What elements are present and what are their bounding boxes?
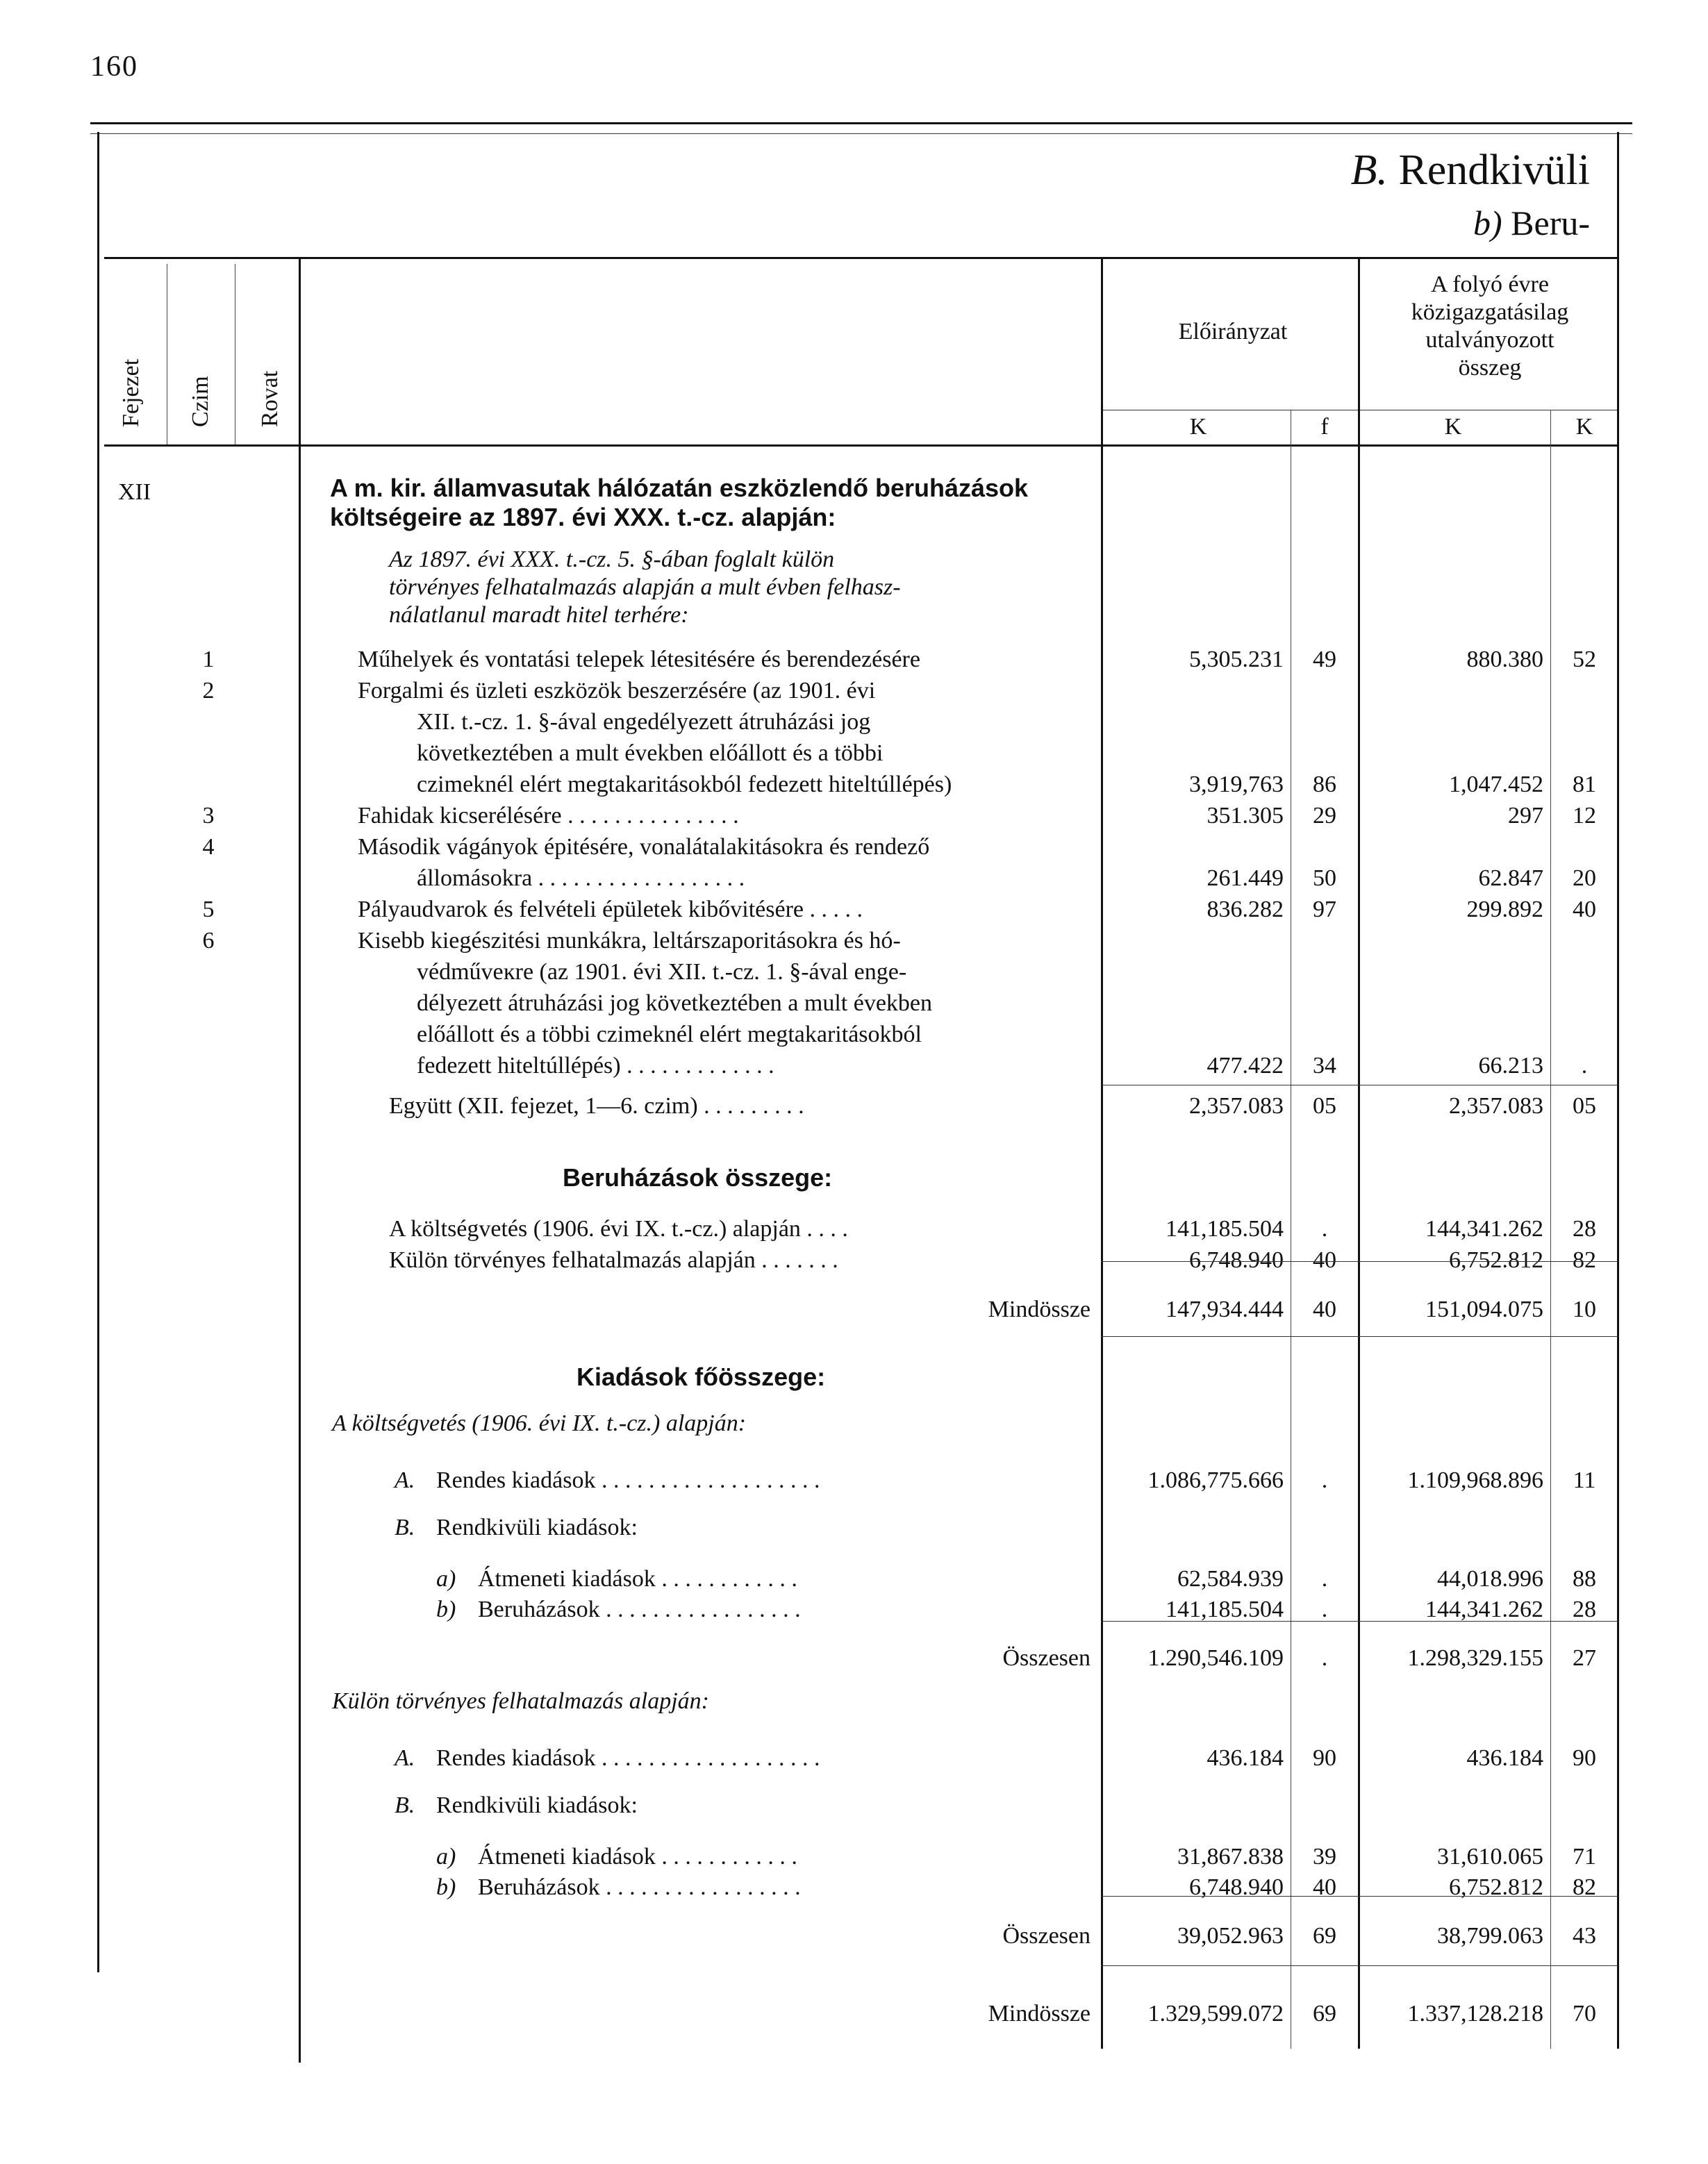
- col-rule-folyo: [1358, 257, 1360, 2049]
- beruhazasok-label: Külön törvényes felhatalmazás alapján . . . . . . .: [389, 1247, 838, 1273]
- value-eloiranyzat-f: .: [1321, 1467, 1328, 1493]
- value-folyo-f: 40: [1573, 897, 1596, 922]
- value-folyo-k: 62.847: [1478, 865, 1543, 891]
- unit-k3: K: [1575, 414, 1593, 440]
- value-eloiranyzat-f: 39: [1313, 1844, 1336, 1870]
- value-folyo-f: 82: [1573, 1874, 1596, 1900]
- section-note-l3: nálatlanul maradt hitel terhére:: [389, 602, 689, 628]
- value-eloiranyzat-f: 86: [1313, 772, 1336, 797]
- col-rule-eloiranyzat: [1101, 257, 1103, 2049]
- item-text: XII. t.-cz. 1. §-ával engedélyezett átruházási jog: [417, 709, 871, 735]
- value-folyo-f: 28: [1573, 1216, 1596, 1242]
- value-eloiranyzat-f: .: [1321, 1216, 1328, 1242]
- letter-a: A.: [395, 1745, 415, 1771]
- section-note-l2: törvényes felhatalmazás alapján a mult évben felhasz-: [389, 574, 901, 600]
- rendes-label: Rendes kiadások . . . . . . . . . . . . . . . . . . .: [436, 1745, 820, 1771]
- value-folyo-f: 71: [1573, 1844, 1596, 1870]
- unit-f1: f: [1320, 414, 1329, 440]
- letter-a: A.: [395, 1467, 415, 1493]
- value-eloiranyzat-f: 29: [1313, 803, 1336, 829]
- value-folyo-k: 66.213: [1478, 1053, 1543, 1079]
- value-eloiranyzat-f: 49: [1313, 647, 1336, 672]
- sum-rule-6: [1101, 1965, 1618, 1966]
- section-note-l1: Az 1897. évi XXX. t.-cz. 5. §-ában foglalt külön: [389, 547, 835, 572]
- value-eloiranyzat-k: 477.422: [1207, 1053, 1284, 1079]
- section-heading-l2: költségeire az 1897. évi XXX. t.-cz. alapján:: [330, 503, 836, 531]
- header-top-rule: [104, 257, 1618, 259]
- letter-b-small: b): [436, 1874, 456, 1900]
- left-border: [97, 132, 99, 1972]
- value-folyo-f: 88: [1573, 1566, 1596, 1592]
- value-eloiranyzat-k: 62,584.939: [1177, 1566, 1284, 1592]
- value-folyo-k: 1.109,968.896: [1407, 1467, 1543, 1493]
- page-subtitle: [1473, 203, 1590, 243]
- item-text: Forgalmi és üzleti eszközök beszerzésére (az 1901. évi: [358, 678, 876, 704]
- value-folyo-f: 12: [1573, 803, 1596, 829]
- czim-number: 1: [202, 647, 215, 672]
- osszesen-label: Összesen: [1002, 1645, 1091, 1671]
- header-fejezet: Fejezet: [118, 358, 144, 427]
- header-bottom-rule: [104, 444, 1618, 447]
- item-text: Pályaudvarok és felvételi épületek kibővitésére . . . . .: [358, 897, 863, 922]
- koltsegvetes-title: A költségvetés (1906. évi IX. t.-cz.) alapján:: [332, 1410, 747, 1436]
- value-eloiranyzat-k: 836.282: [1207, 897, 1284, 922]
- rendkivuli-label: Rendkivüli kiadások:: [436, 1515, 638, 1540]
- item-text: előállott és a többi czimeknél elért megtakaritásokból: [417, 1022, 922, 1047]
- kiadasok-heading: Kiadások főösszege:: [577, 1363, 826, 1391]
- item-text: Műhelyek és vontatási telepek létesitésére és berendezésére: [358, 647, 920, 672]
- header-folyo: [1361, 271, 1618, 382]
- top-rule-thin: [90, 133, 1632, 134]
- czim-number: 3: [202, 803, 215, 829]
- item-text: következtében a mult években előállott és a többi: [417, 740, 884, 766]
- value-folyo-f: 10: [1573, 1297, 1596, 1322]
- value-folyo-f: 82: [1573, 1247, 1596, 1273]
- item-text: délyezett átruházási jog következtében a mult években: [417, 990, 933, 1016]
- col-rule-ff: [1550, 410, 1551, 2049]
- value-eloiranyzat-f: 40: [1313, 1247, 1336, 1273]
- value-eloiranyzat-f: 90: [1313, 1745, 1336, 1771]
- atmeneti-label: Átmeneti kiadások . . . . . . . . . . . .: [478, 1566, 797, 1592]
- unit-k1: K: [1189, 414, 1207, 440]
- value-folyo-k: 151,094.075: [1425, 1297, 1543, 1322]
- value-eloiranyzat-f: 50: [1313, 865, 1336, 891]
- value-eloiranyzat-f: 69: [1313, 1923, 1336, 1949]
- value-eloiranyzat-k: 261.449: [1207, 865, 1284, 891]
- header-folyo-l3: utalványozott: [1425, 327, 1554, 353]
- value-eloiranyzat-k: 436.184: [1207, 1745, 1284, 1771]
- value-eloiranyzat-f: 05: [1313, 1093, 1336, 1119]
- value-folyo-f: 90: [1573, 1745, 1596, 1771]
- item-text: állomásokra . . . . . . . . . . . . . . . . . .: [417, 865, 745, 891]
- page-title: [1351, 146, 1590, 195]
- letter-a-small: a): [436, 1844, 456, 1870]
- top-rule: [90, 122, 1632, 124]
- item-text: fedezett hiteltúllépés) . . . . . . . . . . . . .: [417, 1053, 774, 1079]
- value-eloiranyzat-k: 141,185.504: [1166, 1597, 1284, 1622]
- fejezet-number: XII: [118, 479, 151, 505]
- value-folyo-f: 20: [1573, 865, 1596, 891]
- value-eloiranyzat-k: 39,052.963: [1177, 1923, 1284, 1949]
- value-folyo-f: .: [1581, 1053, 1588, 1079]
- value-folyo-f: 43: [1573, 1923, 1596, 1949]
- title-letter: B.: [1350, 147, 1388, 194]
- value-folyo-k: 38,799.063: [1437, 1923, 1543, 1949]
- value-eloiranyzat-k: 1.329,599.072: [1147, 2001, 1284, 2026]
- value-eloiranyzat-k: 5,305.231: [1189, 647, 1284, 672]
- value-folyo-k: 1.298,329.155: [1407, 1645, 1543, 1671]
- value-eloiranyzat-k: 3,919,763: [1189, 772, 1284, 797]
- value-eloiranyzat-k: 1.086,775.666: [1147, 1467, 1284, 1493]
- value-folyo-f: 81: [1573, 772, 1596, 797]
- value-folyo-k: 2,357.083: [1449, 1093, 1543, 1119]
- letter-b: B.: [395, 1792, 415, 1818]
- beruhazas-label: Beruházások . . . . . . . . . . . . . . . . .: [478, 1597, 801, 1622]
- value-folyo-f: 70: [1573, 2001, 1596, 2026]
- section-note: [389, 546, 901, 629]
- value-eloiranyzat-f: 40: [1313, 1297, 1336, 1322]
- value-eloiranyzat-f: .: [1321, 1597, 1328, 1622]
- header-czim: Czim: [188, 376, 213, 427]
- value-folyo-f: 52: [1573, 647, 1596, 672]
- section-heading-l1: A m. kir. államvasutak hálózatán eszközlendő beruházások: [330, 474, 1029, 502]
- value-eloiranyzat-k: 351.305: [1207, 803, 1284, 829]
- header-folyo-l1: A folyó évre: [1431, 272, 1549, 297]
- value-eloiranyzat-f: .: [1321, 1645, 1328, 1671]
- czim-number: 6: [202, 928, 215, 954]
- value-folyo-k: 1,047.452: [1449, 772, 1543, 797]
- value-folyo-k: 144,341.262: [1425, 1597, 1543, 1622]
- czim-number: 4: [202, 834, 215, 860]
- value-folyo-k: 31,610.065: [1437, 1844, 1543, 1870]
- mindossze-label: Mindössze: [988, 2001, 1091, 2026]
- mindossze-label: Mindössze: [988, 1297, 1091, 1322]
- value-folyo-k: 6,752.812: [1449, 1247, 1543, 1273]
- value-folyo-k: 44,018.996: [1437, 1566, 1543, 1592]
- value-eloiranyzat-f: 97: [1313, 897, 1336, 922]
- value-folyo-k: 6,752.812: [1449, 1874, 1543, 1900]
- value-folyo-f: 27: [1573, 1645, 1596, 1671]
- header-eloiranyzat: Előirányzat: [1178, 319, 1288, 344]
- value-folyo-k: 1.337,128.218: [1407, 2001, 1543, 2026]
- subtitle-letter: b): [1473, 203, 1502, 242]
- value-eloiranyzat-k: 6,748.940: [1189, 1247, 1284, 1273]
- value-folyo-f: 11: [1573, 1467, 1596, 1493]
- letter-a-small: a): [436, 1566, 456, 1592]
- sum-rule-2: [1101, 1261, 1618, 1262]
- beruhazasok-heading: Beruházások összege:: [563, 1163, 833, 1192]
- item-text: Kisebb kiegészitési munkákra, leltárszaporitásokra és hó-: [358, 928, 901, 954]
- header-folyo-l2: közigazgatásilag: [1411, 299, 1569, 325]
- value-eloiranyzat-k: 1.290,546.109: [1147, 1645, 1284, 1671]
- item-text: védműveĸre (az 1901. évi XII. t.-cz. 1. §-ával enge-: [417, 959, 907, 985]
- item-text: czimeknél elért megtakaritásokból fedezett hiteltúllépés): [417, 772, 952, 797]
- header-rovat: Rovat: [257, 370, 283, 427]
- atmeneti-label: Átmeneti kiadások . . . . . . . . . . . .: [478, 1844, 797, 1870]
- rendes-label: Rendes kiadások . . . . . . . . . . . . . . . . . . .: [436, 1467, 820, 1493]
- item-text: Második vágányok épitésére, vonalátalakitásokra és rendező: [358, 834, 930, 860]
- sum-rule-4: [1101, 1621, 1618, 1622]
- osszesen-label: Összesen: [1002, 1923, 1091, 1949]
- rendkivuli-label: Rendkivüli kiadások:: [436, 1792, 638, 1818]
- item-text: Fahidak kicserélésére . . . . . . . . . . . . . . .: [358, 803, 739, 829]
- beruhazasok-label: A költségvetés (1906. évi IX. t.-cz.) alapján . . . .: [389, 1216, 848, 1242]
- value-eloiranyzat-f: 40: [1313, 1874, 1336, 1900]
- section-heading: [330, 474, 1028, 532]
- letter-b-small: b): [436, 1597, 456, 1622]
- value-folyo-k: 880.380: [1466, 647, 1543, 672]
- beruhazas-label: Beruházások . . . . . . . . . . . . . . . . .: [478, 1874, 801, 1900]
- value-eloiranyzat-f: 34: [1313, 1053, 1336, 1079]
- value-eloiranyzat-f: 69: [1313, 2001, 1336, 2026]
- value-eloiranyzat-k: 6,748.940: [1189, 1874, 1284, 1900]
- czim-number: 2: [202, 678, 215, 704]
- subtitle-text: Beru-: [1511, 203, 1590, 242]
- value-folyo-k: 299.892: [1466, 897, 1543, 922]
- value-folyo-k: 436.184: [1466, 1745, 1543, 1771]
- unit-k2: K: [1444, 414, 1462, 440]
- value-eloiranyzat-k: 147,934.444: [1166, 1297, 1284, 1322]
- value-eloiranyzat-k: 141,185.504: [1166, 1216, 1284, 1242]
- title-text: Rendkivüli: [1398, 147, 1590, 194]
- value-eloiranyzat-k: 2,357.083: [1189, 1093, 1284, 1119]
- col-rule-text: [299, 257, 301, 2063]
- value-folyo-k: 297: [1508, 803, 1543, 829]
- sum-rule-5: [1101, 1896, 1618, 1897]
- right-border: [1617, 132, 1619, 2049]
- kulon-title: Külön törvényes felhatalmazás alapján:: [332, 1688, 710, 1714]
- value-eloiranyzat-f: .: [1321, 1566, 1328, 1592]
- value-folyo-k: 144,341.262: [1425, 1216, 1543, 1242]
- egyutt-label: Együtt (XII. fejezet, 1—6. czim) . . . . . . . . .: [389, 1093, 804, 1119]
- letter-b: B.: [395, 1515, 415, 1540]
- sum-rule-3: [1101, 1336, 1618, 1337]
- value-eloiranyzat-k: 31,867.838: [1177, 1844, 1284, 1870]
- page-number: 160: [90, 51, 138, 83]
- czim-number: 5: [202, 897, 215, 922]
- value-folyo-f: 28: [1573, 1597, 1596, 1622]
- header-folyo-l4: összeg: [1458, 355, 1522, 381]
- value-folyo-f: 05: [1573, 1093, 1596, 1119]
